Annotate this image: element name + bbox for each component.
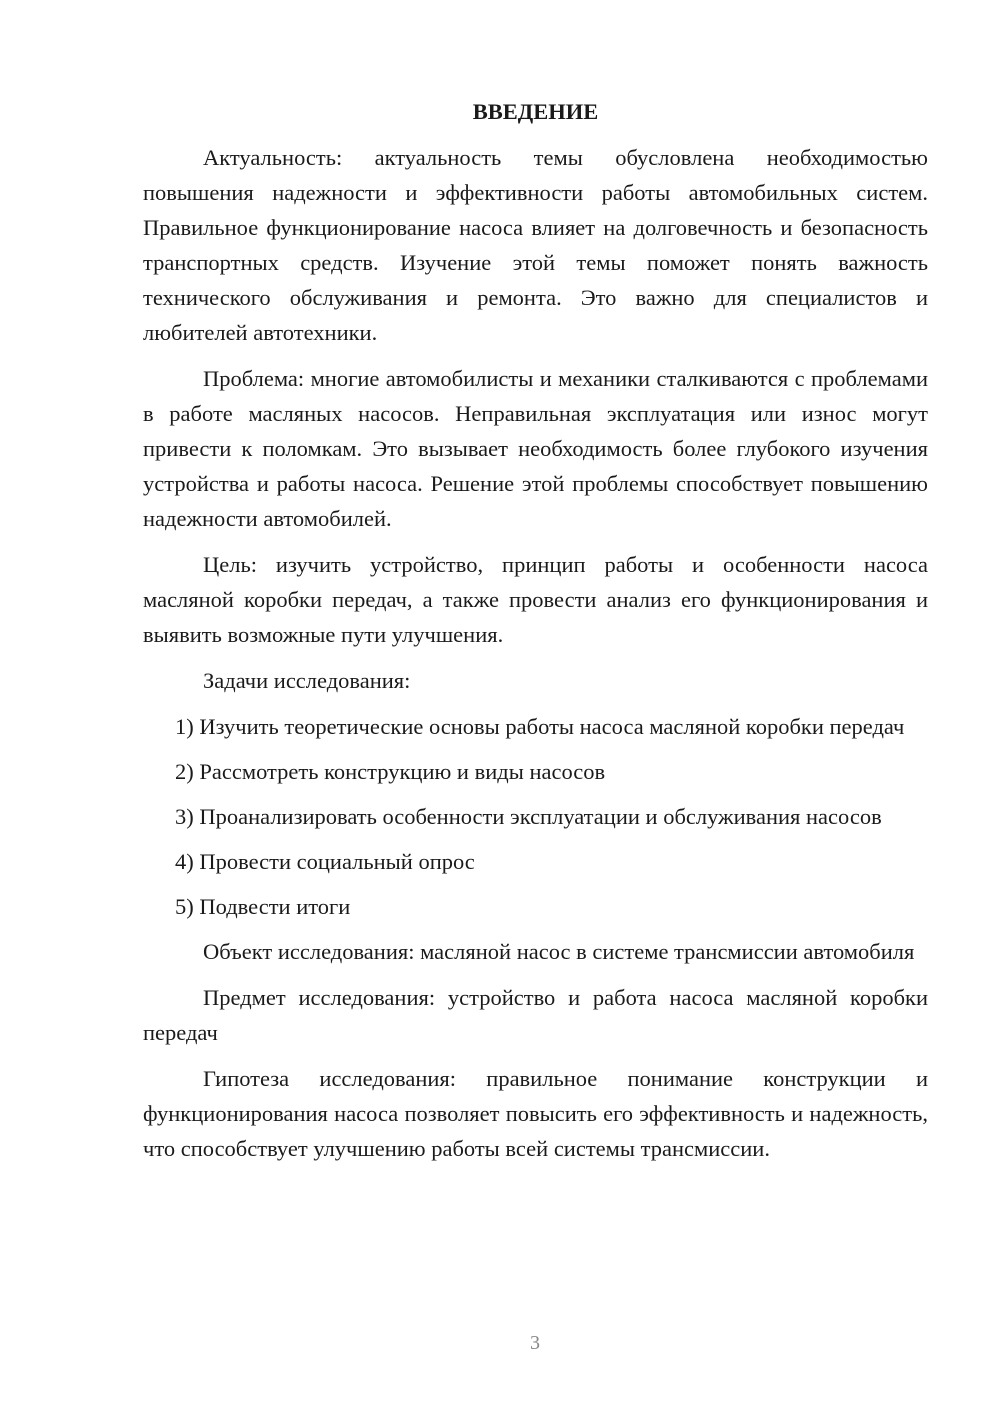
tasks-heading: Задачи исследования: [203,668,411,693]
page-number: 3 [530,1332,540,1354]
relevance-paragraph: Актуальность: актуальность темы обусловлена необходимостью повышения надежности и эффективности работы автомобильных систем. Правильное функционирование насоса влияет на долговечность и безопасность транспортных средств. Изучение этой темы поможет понять важность технического обслуживания и ремонта. Это важно для специалистов и любителей автотехники. [143,145,928,345]
task-item-1: 1) Изучить теоретические основы работы насоса масляной коробки передач [175,714,905,739]
object-paragraph: Объект исследования: масляной насос в системе трансмиссии автомобиля [203,939,915,964]
hypothesis-paragraph: Гипотеза исследования: правильное понимание конструкции и функционирования насоса позволяет повысить его эффективность и надежность, что способствует улучшению работы всей системы трансмиссии. [143,1066,928,1161]
subject-paragraph: Предмет исследования: устройство и работа насоса масляной коробки передач [143,985,928,1045]
goal-paragraph: Цель: изучить устройство, принцип работы и особенности насоса масляной коробки передач, а также провести анализ его функционирования и выявить возможные пути улучшения. [143,552,928,647]
task-item-4: 4) Провести социальный опрос [175,849,475,874]
task-item-2: 2) Рассмотреть конструкцию и виды насосов [175,759,606,784]
task-item-3: 3) Проанализировать особенности эксплуатации и обслуживания насосов [175,804,882,829]
document-page [143,94,928,1177]
task-item-5: 5) Подвести итоги [175,894,351,919]
page-title: ВВЕДЕНИЕ [472,99,599,124]
problem-paragraph: Проблема: многие автомобилисты и механики сталкиваются с проблемами в работе масляных насосов. Неправильная эксплуатация или износ могут привести к поломкам. Это вызывает необходимость более глубокого изучения устройства и работы насоса. Решение этой проблемы способствует повышению надежности автомобилей. [143,366,928,531]
